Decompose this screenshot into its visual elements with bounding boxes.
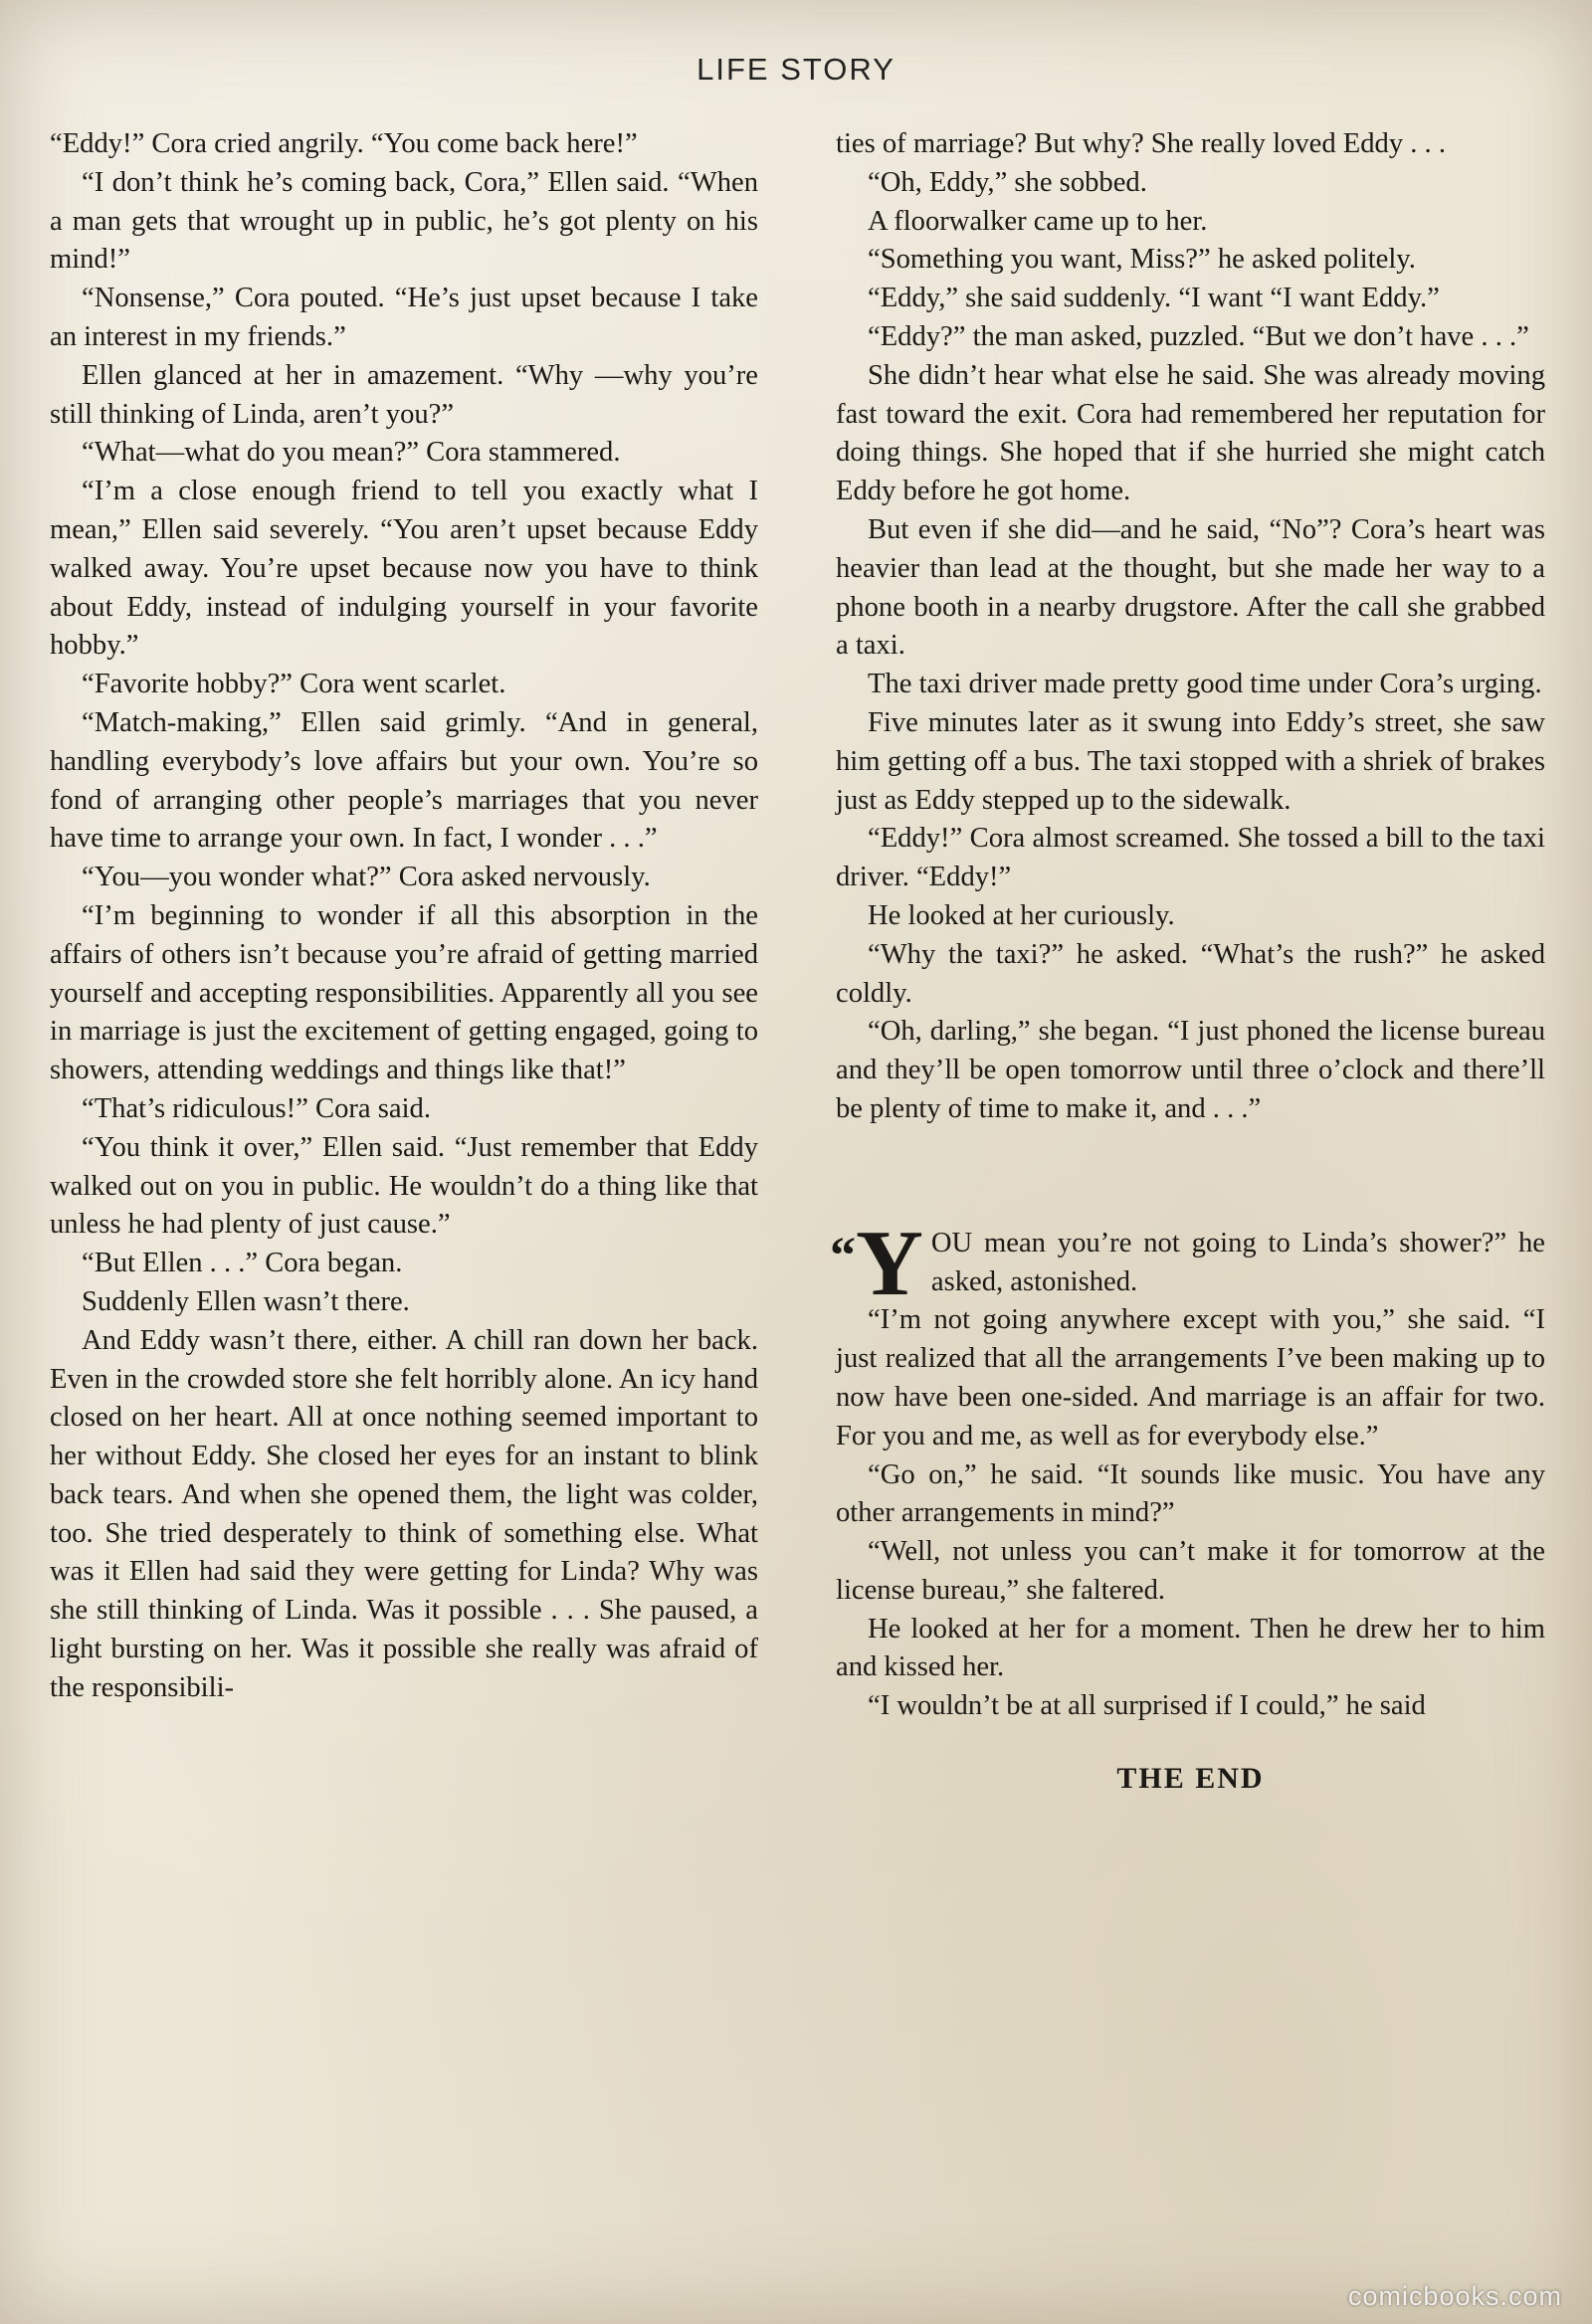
paragraph: “I’m not going anywhere except with you,” she said. “I just realized that all the arrangements I’ve been making up to now have been one-sided. And marriage is an affair for two. For you and me, as well as for everybody else.”: [836, 1304, 1545, 1452]
paragraph: He looked at her curiously.: [868, 899, 1175, 931]
paragraph: “Eddy?” the man asked, puzzled. “But we don’t have . . .”: [868, 320, 1529, 352]
paragraph: “Why the taxi?” he asked. “What’s the rush?” he asked coldly.: [836, 938, 1545, 1009]
paragraph: “That’s ridiculous!” Cora said.: [82, 1092, 431, 1124]
dropcap-quote-mark: “: [830, 1227, 856, 1284]
dropcap-paragraph: [830, 1211, 1545, 1315]
paragraph: “I don’t think he’s coming back, Cora,” Ellen said. “When a man gets that wrought up in public, he’s got plenty on his mind!”: [50, 166, 758, 276]
paragraph: But even if she did—and he said, “No”? Cora’s heart was heavier than lead at the thought, but she made her way to a phone booth in a nearby drugstore. After the call she grabbed a taxi.: [836, 513, 1545, 662]
watermark: comicbooks.com: [1347, 2281, 1562, 2311]
paragraph: “Oh, darling,” she began. “I just phoned the license bureau and they’ll be open tomorrow until three o’clock and there’ll be plenty of time to make it, and . . .”: [836, 1016, 1545, 1124]
paragraph: “I’m beginning to wonder if all this absorption in the affairs of others isn’t because you’re afraid of getting married yourself and accepting responsibilities. Apparently all you see in marriage is just the excitement of getting engaged, going to showers, attending weddings and things like that!”: [50, 899, 758, 1086]
paragraph: “Well, not unless you can’t make it for tomorrow at the license bureau,” she faltered.: [836, 1536, 1545, 1606]
left-column: [50, 125, 758, 1708]
dropcap-letter: Y: [856, 1211, 923, 1315]
paragraph: Suddenly Ellen wasn’t there.: [82, 1285, 410, 1317]
paragraph: “Nonsense,” Cora pouted. “He’s just upset because I take an interest in my friends.”: [50, 283, 758, 352]
paragraph: She didn’t hear what else he said. She was already moving fast toward the exit. Cora had remembered her reputation for doing things. She hoped that if she hurried she might catch Eddy before he got home.: [836, 359, 1545, 507]
paragraph: “Eddy,” she said suddenly. “I want “I want Eddy.”: [868, 283, 1440, 314]
paragraph: “But Ellen . . .” Cora began.: [82, 1248, 403, 1279]
paragraph: “I wouldn’t be at all surprised if I could,” he said: [868, 1690, 1426, 1722]
paragraph: “What—what do you mean?” Cora stammered.: [82, 437, 621, 469]
paragraph: ties of marriage? But why? She really loved Eddy . . .: [836, 128, 1447, 159]
paragraph: Ellen glanced at her in amazement. “Why —why you’re still thinking of Linda, aren’t you?”: [50, 359, 758, 430]
paragraph: He looked at her for a moment. Then he drew her to him and kissed her.: [836, 1613, 1545, 1683]
section-break: [836, 1129, 1545, 1225]
paragraph: And Eddy wasn’t there, either. A chill ran down her back. Even in the crowded store she felt horribly alone. An icy hand closed on her heart. All at once nothing seemed important to her without Eddy. She closed her eyes for an instant to blink back tears. And when she opened them, the light was colder, too. She tried desperately to think of something else. What was it Ellen had said they were getting for Linda? Why was she still thinking of Linda. Was it possible . . . She paused, a light bursting on her. Was it possible she really was afraid of the responsibili-: [50, 1324, 758, 1703]
paragraph: Five minutes later as it swung into Eddy’s street, she saw him getting off a bus. The taxi stopped with a shriek of brakes just as Eddy stepped up to the sidewalk.: [836, 706, 1545, 816]
paragraph: “Eddy!” Cora cried angrily. “You come back here!”: [50, 128, 638, 159]
paragraph: “Oh, Eddy,” she sobbed.: [868, 166, 1147, 198]
paragraph: “Something you want, Miss?” he asked politely.: [868, 244, 1416, 276]
paragraph: “I’m a close enough friend to tell you exactly what I mean,” Ellen said severely. “You aren’t upset because Eddy walked away. You’re upset because now you have to think about Eddy, instead of indulging yourself in your favorite hobby.”: [50, 476, 758, 662]
running-header: LIFE STORY: [696, 52, 896, 87]
paragraph: “Favorite hobby?” Cora went scarlet.: [82, 669, 506, 700]
paragraph: “Eddy!” Cora almost screamed. She tossed a bill to the taxi driver. “Eddy!”: [836, 823, 1545, 893]
the-end-label: THE END: [1116, 1762, 1265, 1796]
paragraph: “You—you wonder what?” Cora asked nervously.: [82, 862, 651, 893]
paragraph: “Go on,” he said. “It sounds like music. You have any other arrangements in mind?”: [836, 1458, 1545, 1529]
dropcap-text: OU mean you’re not going to Linda’s shower?” he asked, astonished.: [930, 1227, 1545, 1297]
paragraph: “Match-making,” Ellen said grimly. “And in general, handling everybody’s love affairs but your own. You’re so fond of arranging other people’s marriages that you never have time to arrange your own. In fact, I wonder . . .”: [50, 706, 758, 855]
paragraph: A floorwalker came up to her.: [868, 205, 1208, 237]
paragraph: The taxi driver made pretty good time under Cora’s urging.: [868, 669, 1542, 700]
right-column: [830, 125, 1545, 1799]
paragraph: “You think it over,” Ellen said. “Just remember that Eddy walked out on you in public. He wouldn’t do a thing like that unless he had plenty of just cause.”: [50, 1131, 758, 1241]
